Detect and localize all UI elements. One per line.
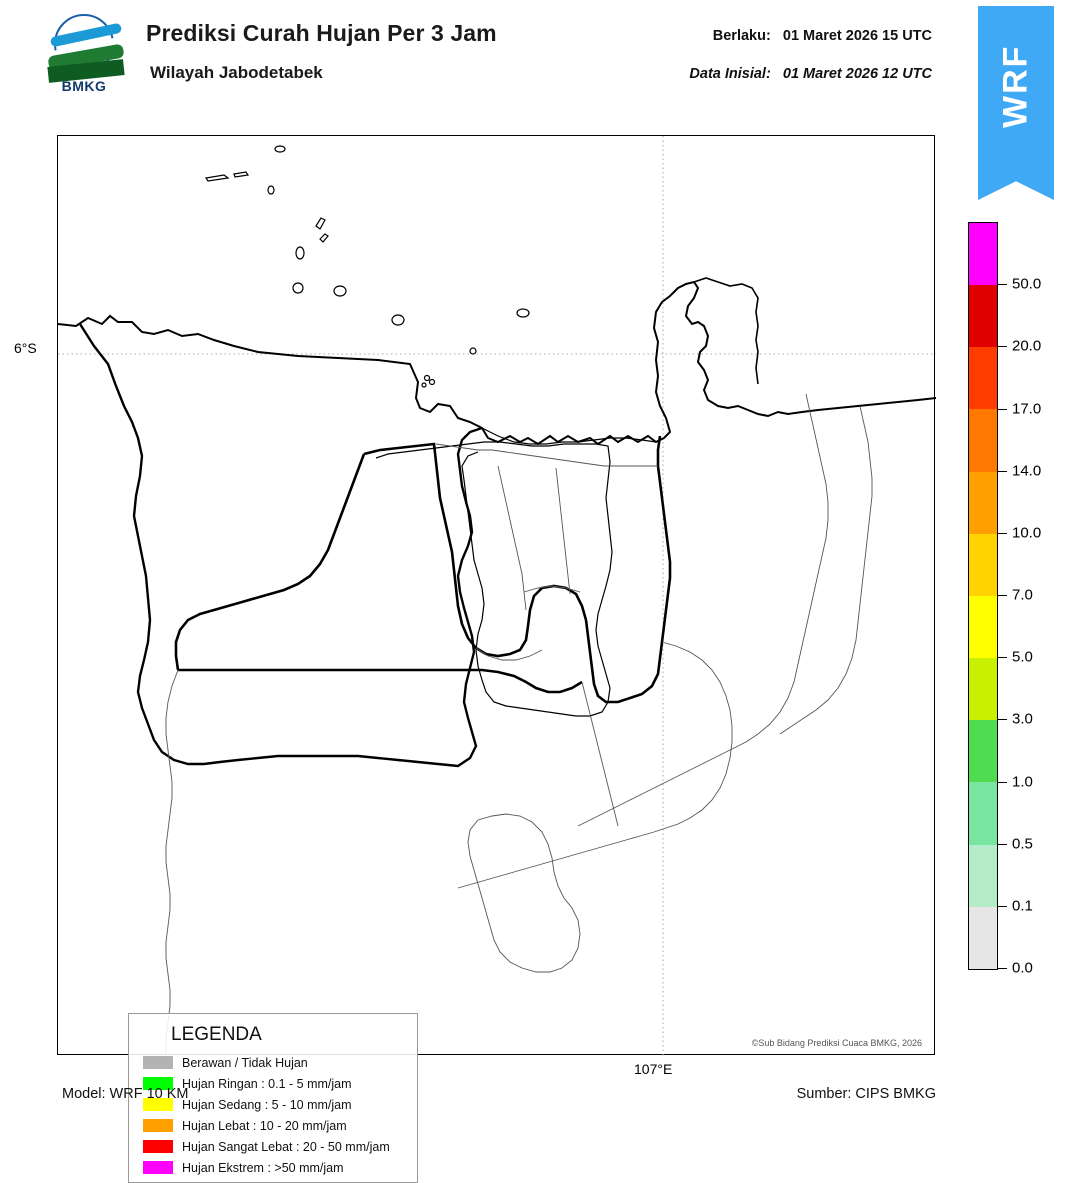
init-time-row bbox=[689, 66, 932, 82]
legend-swatch bbox=[143, 1119, 173, 1132]
legend-item bbox=[143, 1115, 407, 1136]
colorbar-segment bbox=[969, 720, 997, 782]
title-block bbox=[146, 20, 497, 83]
colorbar-tick-label: 50.0 bbox=[1012, 275, 1042, 293]
legend-item bbox=[143, 1052, 407, 1073]
init-time-label: Data Inisial: bbox=[689, 66, 771, 82]
page-title: Prediksi Curah Hujan Per 3 Jam bbox=[146, 20, 497, 46]
page-subtitle: Wilayah Jabodetabek bbox=[150, 63, 323, 82]
map-credit: ©Sub Bidang Prediksi Cuaca BMKG, 2026 bbox=[751, 1038, 922, 1048]
valid-time-label: Berlaku: bbox=[712, 28, 771, 44]
legend-label: Hujan Sangat Lebat : 20 - 50 mm/jam bbox=[182, 1139, 390, 1154]
coastline bbox=[58, 282, 936, 444]
colorbar-tick-mark bbox=[998, 471, 1007, 472]
regency-boundary-thick bbox=[364, 436, 670, 702]
footer-source: Sumber: CIPS BMKG bbox=[796, 1086, 936, 1102]
colorbar-tick-label: 0.0 bbox=[1012, 959, 1033, 977]
colorbar-tick-mark bbox=[998, 595, 1007, 596]
metadata-block bbox=[689, 28, 932, 82]
legend-label: Hujan Lebat : 10 - 20 mm/jam bbox=[182, 1118, 347, 1133]
legend-label: Hujan Ekstrem : >50 mm/jam bbox=[182, 1160, 344, 1175]
globe-icon bbox=[54, 14, 114, 74]
legend-swatch bbox=[143, 1056, 173, 1069]
colorbar-segment bbox=[969, 472, 997, 534]
colorbar-tick-mark bbox=[998, 657, 1007, 658]
wrf-ribbon-label: WRF bbox=[996, 44, 1035, 128]
colorbar bbox=[968, 222, 1042, 977]
colorbar-segment bbox=[969, 782, 997, 844]
colorbar-gradient bbox=[968, 222, 998, 970]
colorbar-segment bbox=[969, 409, 997, 471]
colorbar-segment bbox=[969, 223, 997, 285]
jakarta-boundary bbox=[376, 442, 612, 716]
legend-label: Hujan Sedang : 5 - 10 mm/jam bbox=[182, 1097, 352, 1112]
colorbar-tick-mark bbox=[998, 782, 1007, 783]
colorbar-tick-mark bbox=[998, 409, 1007, 410]
colorbar-segment bbox=[969, 285, 997, 347]
map-vector-layer bbox=[58, 136, 936, 1056]
colorbar-tick-mark bbox=[998, 844, 1007, 845]
regency-boundary-thick-west bbox=[176, 454, 364, 670]
district-boundaries bbox=[166, 394, 872, 1054]
colorbar-tick-label: 0.5 bbox=[1012, 835, 1033, 853]
colorbar-tick-mark bbox=[998, 968, 1007, 969]
legend-swatch bbox=[143, 1161, 173, 1174]
colorbar-tick-label: 10.0 bbox=[1012, 524, 1042, 542]
colorbar-tick-label: 17.0 bbox=[1012, 400, 1042, 417]
init-time-value: 01 Maret 2026 12 UTC bbox=[782, 66, 932, 82]
colorbar-tick-mark bbox=[998, 284, 1007, 285]
colorbar-tick-label: 20.0 bbox=[1012, 337, 1042, 355]
colorbar-tick-mark bbox=[998, 906, 1007, 907]
colorbar-segment bbox=[969, 347, 997, 409]
colorbar-tick-label: 0.1 bbox=[1012, 897, 1033, 915]
colorbar-tick-mark bbox=[998, 346, 1007, 347]
legend-rows bbox=[143, 1052, 407, 1178]
colorbar-tick-label: 3.0 bbox=[1012, 710, 1033, 728]
colorbar-segment bbox=[969, 596, 997, 658]
colorbar-tick-mark bbox=[998, 719, 1007, 720]
regency-boundary-thick-south bbox=[178, 670, 582, 692]
colorbar-segment bbox=[969, 907, 997, 969]
colorbar-tick-mark bbox=[998, 533, 1007, 534]
province-boundary bbox=[80, 324, 482, 766]
legend-swatch bbox=[143, 1140, 173, 1153]
colorbar-segment bbox=[969, 845, 997, 907]
colorbar-tick-label: 14.0 bbox=[1012, 462, 1042, 480]
logo-label: BMKG bbox=[61, 78, 107, 94]
legend-item bbox=[143, 1157, 407, 1178]
legend-label: Hujan Ringan : 0.1 - 5 mm/jam bbox=[182, 1076, 352, 1091]
valid-time-value: 01 Maret 2026 15 UTC bbox=[782, 28, 932, 44]
legend-label: Berawan / Tidak Hujan bbox=[182, 1055, 308, 1070]
colorbar-tick-label: 5.0 bbox=[1012, 648, 1033, 666]
colorbar-tick-label: 7.0 bbox=[1012, 586, 1033, 604]
wrf-ribbon bbox=[978, 6, 1054, 198]
colorbar-segment bbox=[969, 534, 997, 596]
graticule bbox=[58, 136, 936, 1056]
legend-title: LEGENDA bbox=[171, 1024, 262, 1045]
latitude-label: 6°S bbox=[14, 340, 37, 356]
colorbar-segment bbox=[969, 658, 997, 720]
colorbar-tick-label: 1.0 bbox=[1012, 773, 1033, 790]
legend-item bbox=[143, 1136, 407, 1157]
valid-time-row bbox=[689, 28, 932, 44]
footer-model: Model: WRF 10 KM bbox=[62, 1086, 189, 1102]
bmkg-logo bbox=[38, 12, 130, 104]
longitude-label: 107°E bbox=[634, 1061, 673, 1077]
header bbox=[0, 0, 1072, 128]
